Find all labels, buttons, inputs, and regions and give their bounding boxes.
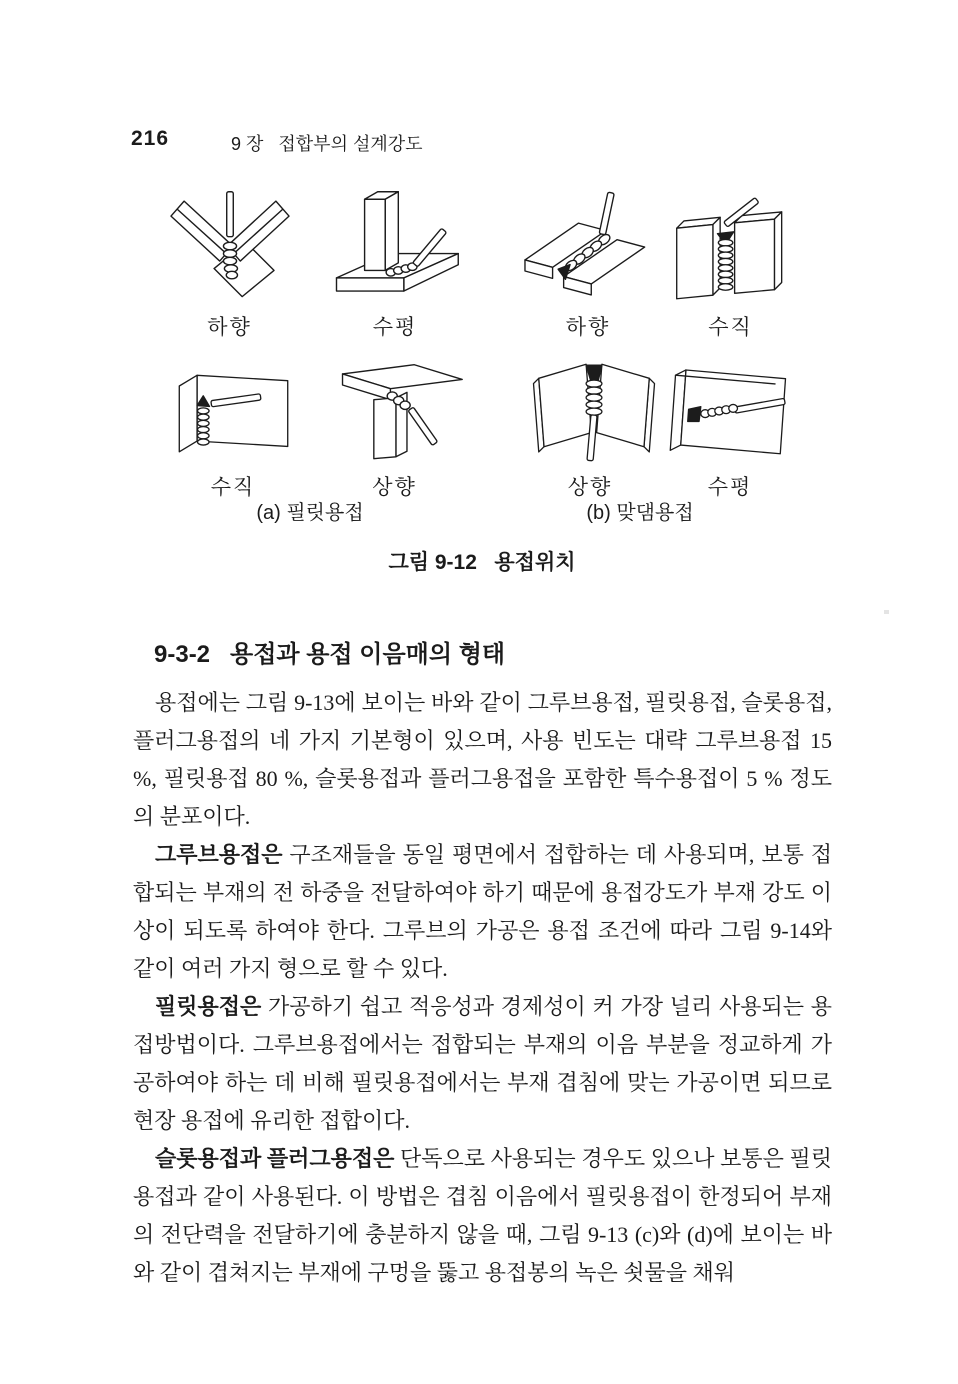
paragraph-text: 용접에는 그림 9-13에 보이는 바와 같이 그루브용접, 필릿용접, 슬롯용접, 플러그용접의 네 가지 기본형이 있으며, 사용 빈도는 대략 그루브용접 15 %, 필릿용접 80 %, 슬롯용접과 플러그용접을 포함한 특수용접이 5 % 정도의 분포이다.: [133, 690, 832, 829]
butt-weld-vertical-illustration: [666, 192, 796, 306]
weld-cell: [660, 356, 800, 501]
fillet-weld-flat-illustration: [155, 188, 305, 306]
paragraph-text: 단독으로 사용되는 경우도 있으나 보통은 필릿용접과 같이 사용된다. 이 방법은 겹침 이음에서 필릿용접이 한정되어 부재의 전단력을 전달하기에 충분하지 않을 때, 그림 9-13 (c)와 (d)에 보이는 바와 같이 겹쳐지는 부재에 구멍을 뚫고 용접봉의 녹은 쇳물을 채워: [133, 1146, 832, 1285]
weld-cell: [315, 188, 475, 341]
weld-position-label: 수직: [210, 475, 256, 499]
paragraph-lead: 슬롯용접과 플러그용접은: [155, 1146, 395, 1171]
paragraph-lead: 필릿용접은: [155, 994, 262, 1019]
weld-cell: [503, 190, 673, 341]
body-paragraph: [133, 684, 832, 836]
figure-caption: 그림 9-12 용접위치: [388, 551, 576, 574]
weld-position-label: 상향: [567, 475, 613, 499]
butt-weld-horizontal-illustration: [663, 356, 798, 466]
weld-position-label: 수직: [708, 315, 753, 339]
page-number: 216: [131, 127, 170, 150]
figure-subcaption-b: (b) 맞댐용접: [586, 502, 694, 524]
scan-artifact: [884, 610, 889, 614]
paragraph-text: 구조재들을 동일 평면에서 접합하는 데 사용되며, 보통 접합되는 부재의 전 하중을 전달하여야 하기 때문에 용접강도가 부재 강도 이상이 되도록 하여야 한다. 그루브의 가공은 용접 조건에 따라 그림 9-14와 같이 여러 가지 형으로 할 수 있다.: [133, 842, 832, 981]
weld-position-label: 하향: [565, 315, 611, 339]
weld-cell: [158, 354, 308, 501]
weld-cell: [152, 188, 307, 341]
figure-subcaption-a: (a) 필릿용접: [256, 502, 364, 524]
weld-position-label: 하향: [207, 315, 252, 339]
body-paragraph: [133, 988, 832, 1140]
weld-position-label: 수평: [707, 475, 753, 499]
paragraph-lead: 그루브용접은: [155, 842, 283, 867]
fillet-weld-vertical-illustration: [161, 354, 306, 466]
weld-cell: [312, 350, 477, 501]
body-paragraph: [133, 1140, 832, 1292]
butt-weld-overhead-illustration: [518, 352, 663, 466]
weld-position-label: 상향: [372, 475, 417, 499]
fillet-weld-horizontal-illustration: [318, 188, 473, 306]
weld-position-label: 수평: [372, 315, 418, 339]
body-paragraph: [133, 836, 832, 988]
butt-weld-flat-illustration: [506, 190, 671, 306]
section-heading: 9-3-2 용접과 용접 이음매의 형태: [154, 641, 506, 668]
weld-cell: [515, 352, 665, 501]
body-text: [133, 684, 832, 1292]
fillet-weld-overhead-illustration: [315, 350, 475, 466]
weld-cell: [663, 192, 798, 341]
paragraph-text: 가공하기 쉽고 적응성과 경제성이 커 가장 널리 사용되는 용접방법이다. 그루브용접에서는 접합되는 부재의 이음 부분을 정교하게 가공하여야 하는 데 비해 필릿용접에서는 부재 겹침에 맞는 가공이면 되므로 현장 용접에 유리한 접합이다.: [133, 994, 832, 1133]
chapter-title: 9 장 접합부의 설계강도: [231, 134, 423, 154]
